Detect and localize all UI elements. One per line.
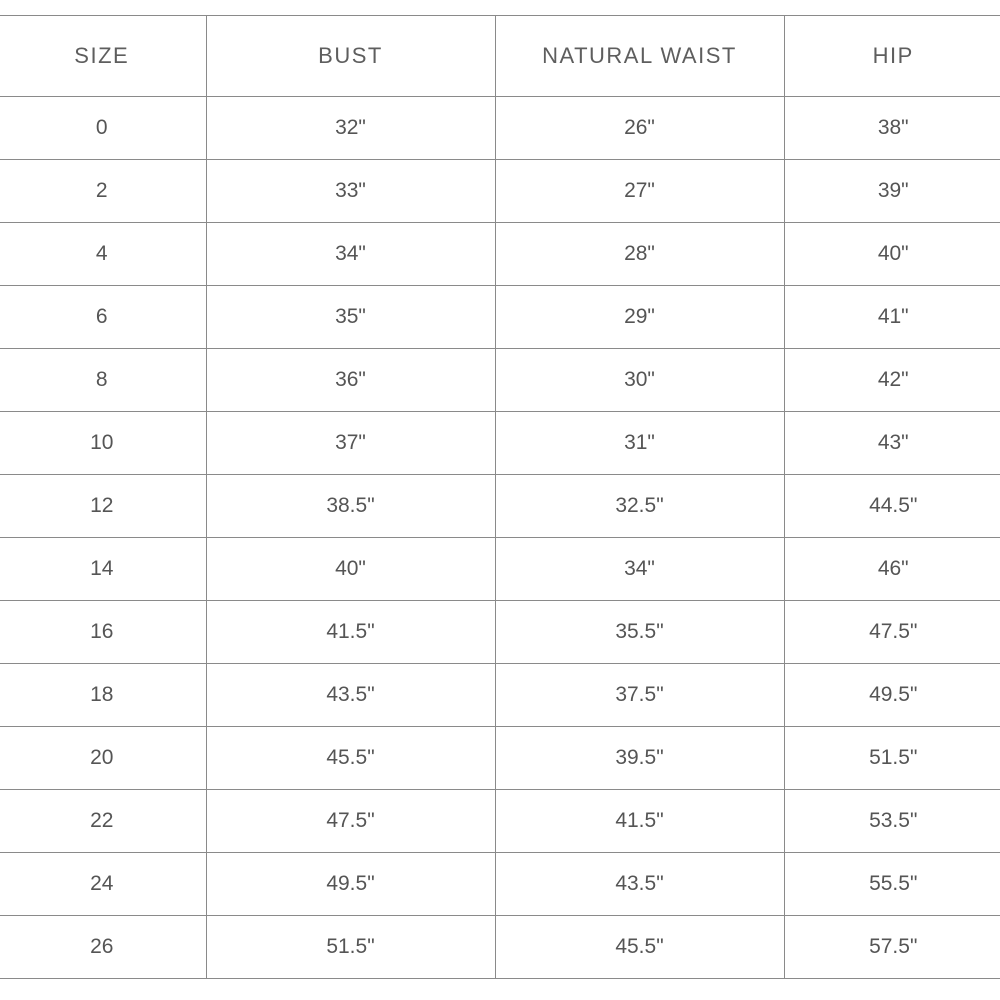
- cell-natural-waist: 41.5": [495, 790, 784, 853]
- cell-natural-waist: 45.5": [495, 916, 784, 979]
- cell-natural-waist: 39.5": [495, 727, 784, 790]
- cell-size: 26: [0, 916, 206, 979]
- cell-size: 12: [0, 475, 206, 538]
- cell-bust: 41.5": [206, 601, 495, 664]
- table-row: [0, 349, 1000, 412]
- cell-hip: 44.5": [784, 475, 1000, 538]
- cell-size: 16: [0, 601, 206, 664]
- cell-natural-waist: 32.5": [495, 475, 784, 538]
- cell-hip: 49.5": [784, 664, 1000, 727]
- cell-natural-waist: 29": [495, 286, 784, 349]
- cell-bust: 51.5": [206, 916, 495, 979]
- cell-natural-waist: 28": [495, 223, 784, 286]
- table-header: [0, 16, 1000, 97]
- header-size: SIZE: [0, 16, 206, 97]
- cell-hip: 51.5": [784, 727, 1000, 790]
- cell-bust: 33": [206, 160, 495, 223]
- table-row: [0, 160, 1000, 223]
- table-row: [0, 853, 1000, 916]
- cell-size: 18: [0, 664, 206, 727]
- cell-bust: 32": [206, 97, 495, 160]
- cell-size: 24: [0, 853, 206, 916]
- cell-bust: 43.5": [206, 664, 495, 727]
- cell-natural-waist: 34": [495, 538, 784, 601]
- cell-size: 10: [0, 412, 206, 475]
- table-row: [0, 538, 1000, 601]
- cell-bust: 34": [206, 223, 495, 286]
- cell-hip: 43": [784, 412, 1000, 475]
- cell-bust: 49.5": [206, 853, 495, 916]
- cell-size: 14: [0, 538, 206, 601]
- table-row: [0, 916, 1000, 979]
- cell-hip: 47.5": [784, 601, 1000, 664]
- cell-bust: 38.5": [206, 475, 495, 538]
- cell-hip: 38": [784, 97, 1000, 160]
- table-row: [0, 97, 1000, 160]
- cell-natural-waist: 30": [495, 349, 784, 412]
- cell-hip: 46": [784, 538, 1000, 601]
- header-hip: HIP: [784, 16, 1000, 97]
- cell-size: 8: [0, 349, 206, 412]
- cell-size: 22: [0, 790, 206, 853]
- cell-natural-waist: 35.5": [495, 601, 784, 664]
- header-natural-waist: NATURAL WAIST: [495, 16, 784, 97]
- cell-natural-waist: 31": [495, 412, 784, 475]
- size-chart-table: [0, 15, 1000, 979]
- table-row: [0, 790, 1000, 853]
- cell-size: 4: [0, 223, 206, 286]
- table-row: [0, 727, 1000, 790]
- cell-hip: 57.5": [784, 916, 1000, 979]
- table-row: [0, 412, 1000, 475]
- cell-hip: 55.5": [784, 853, 1000, 916]
- header-bust: BUST: [206, 16, 495, 97]
- header-row: [0, 16, 1000, 97]
- cell-hip: 53.5": [784, 790, 1000, 853]
- cell-size: 20: [0, 727, 206, 790]
- cell-bust: 35": [206, 286, 495, 349]
- cell-size: 6: [0, 286, 206, 349]
- cell-natural-waist: 27": [495, 160, 784, 223]
- cell-bust: 40": [206, 538, 495, 601]
- table-row: [0, 664, 1000, 727]
- cell-size: 0: [0, 97, 206, 160]
- cell-bust: 45.5": [206, 727, 495, 790]
- table-body: [0, 97, 1000, 979]
- cell-bust: 36": [206, 349, 495, 412]
- cell-bust: 37": [206, 412, 495, 475]
- table-row: [0, 223, 1000, 286]
- cell-natural-waist: 26": [495, 97, 784, 160]
- table-row: [0, 286, 1000, 349]
- cell-hip: 41": [784, 286, 1000, 349]
- cell-size: 2: [0, 160, 206, 223]
- cell-natural-waist: 37.5": [495, 664, 784, 727]
- cell-hip: 39": [784, 160, 1000, 223]
- cell-hip: 42": [784, 349, 1000, 412]
- table-row: [0, 475, 1000, 538]
- cell-bust: 47.5": [206, 790, 495, 853]
- cell-natural-waist: 43.5": [495, 853, 784, 916]
- table-row: [0, 601, 1000, 664]
- cell-hip: 40": [784, 223, 1000, 286]
